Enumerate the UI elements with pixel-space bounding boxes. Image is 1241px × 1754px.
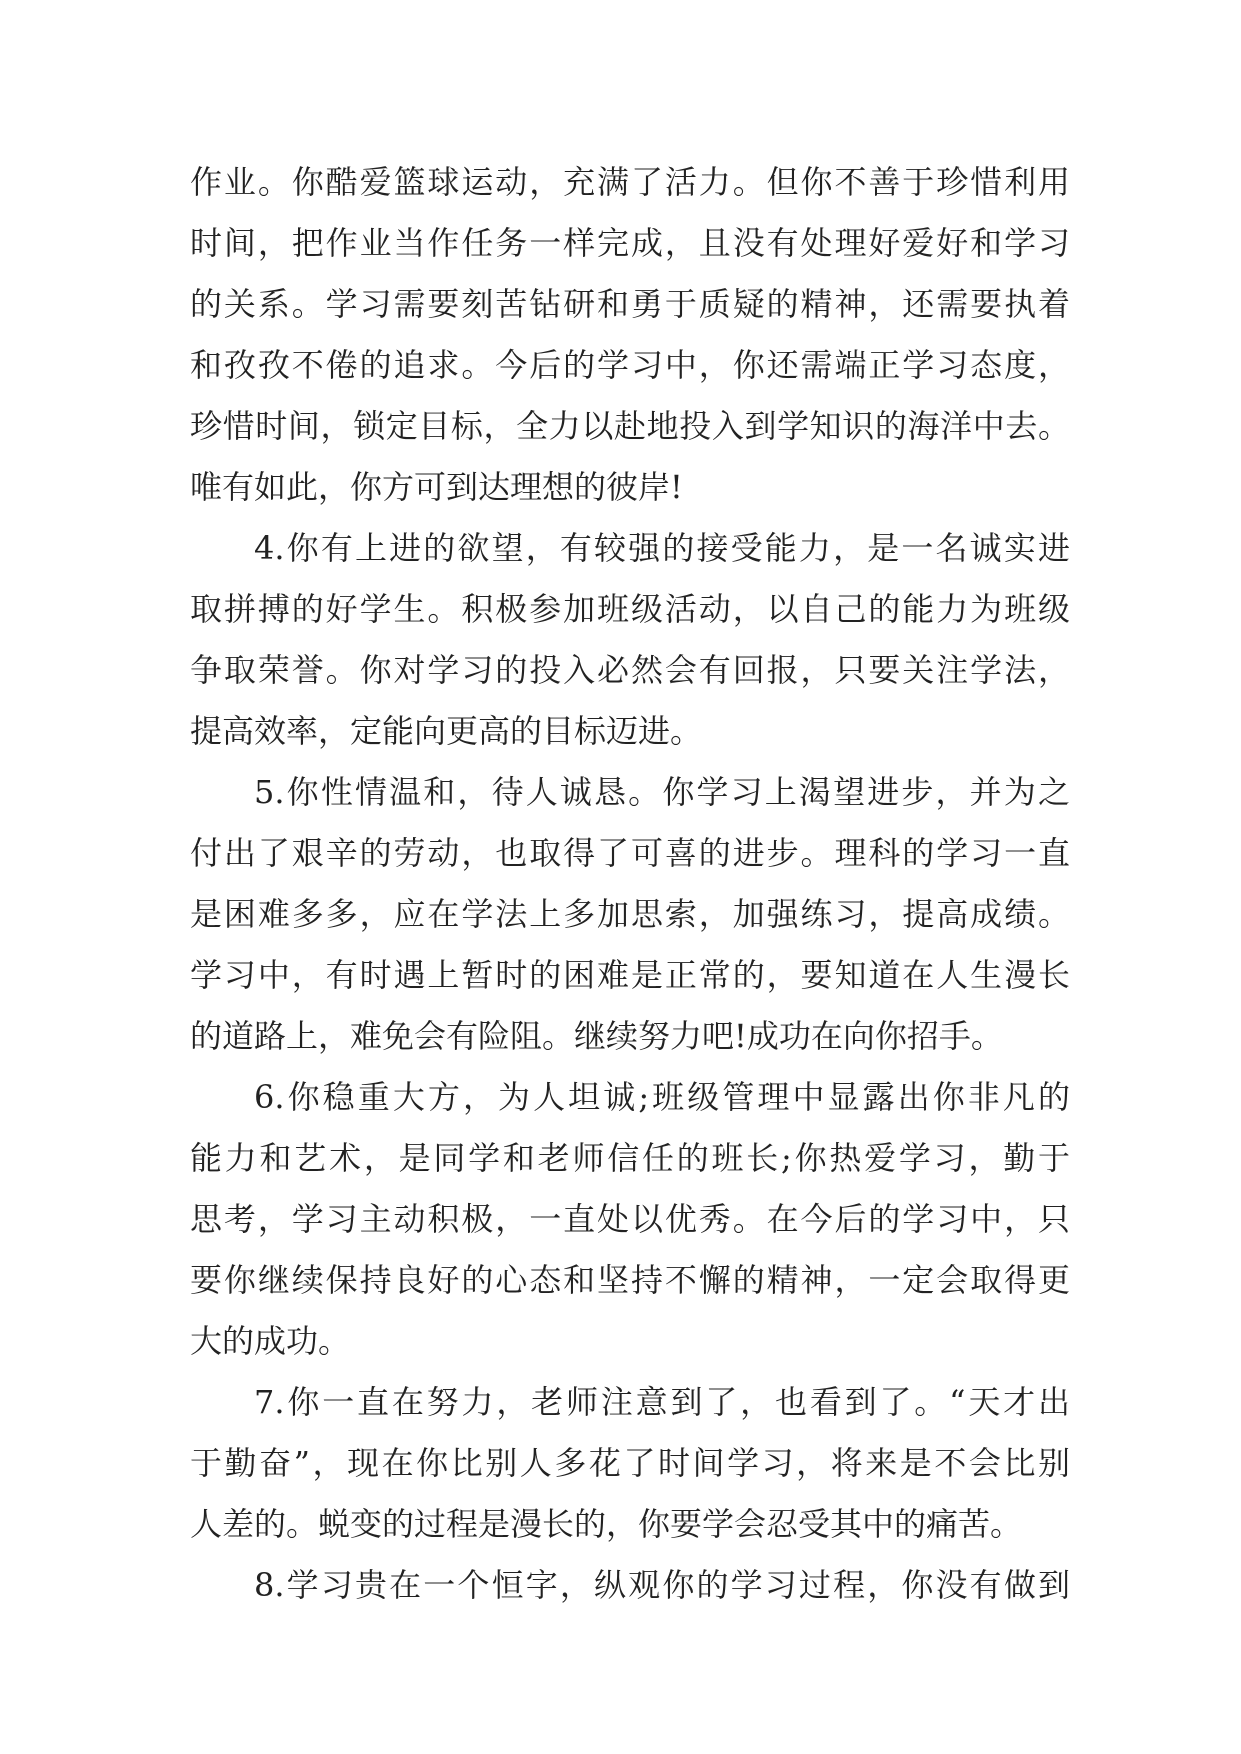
document-body — [190, 152, 1070, 1616]
text-line: 8.学习贵在一个恒字，纵观你的学习过程，你没有做到 — [254, 1566, 1070, 1604]
text-line: 争取荣誉。你对学习的投入必然会有回报，只要关注学法， — [190, 651, 1070, 689]
text-line: 5.你性情温和，待人诚恳。你学习上渴望进步，并为之 — [254, 773, 1070, 811]
text-line: 的道路上，难免会有险阻。继续努力吧!成功在向你招手。 — [190, 1017, 1003, 1055]
text-line: 取拼搏的好学生。积极参加班级活动，以自己的能力为班级 — [190, 590, 1070, 628]
text-line: 是困难多多，应在学法上多加思索，加强练习，提高成绩。 — [190, 895, 1070, 933]
text-line: 4.你有上进的欲望，有较强的接受能力，是一名诚实进 — [254, 529, 1070, 567]
text-line: 人差的。蜕变的过程是漫长的，你要学会忍受其中的痛苦。 — [190, 1505, 1023, 1543]
text-line: 学习中，有时遇上暂时的困难是正常的，要知道在人生漫长 — [190, 956, 1070, 994]
text-line: 大的成功。 — [190, 1322, 351, 1360]
text-line: 6.你稳重大方，为人坦诚;班级管理中显露出你非凡的 — [254, 1078, 1070, 1116]
text-line: 作业。你酷爱篮球运动，充满了活力。但你不善于珍惜利用 — [190, 163, 1070, 201]
text-line: 提高效率，定能向更高的目标迈进。 — [190, 712, 703, 750]
text-line: 付出了艰辛的劳动，也取得了可喜的进步。理科的学习一直 — [190, 834, 1070, 872]
text-line: 时间，把作业当作任务一样完成，且没有处理好爱好和学习 — [190, 224, 1070, 262]
text-line: 唯有如此，你方可到达理想的彼岸! — [190, 468, 683, 506]
text-line: 珍惜时间，锁定目标，全力以赴地投入到学知识的海洋中去。 — [190, 407, 1070, 445]
text-line: 能力和艺术，是同学和老师信任的班长;你热爱学习，勤于 — [190, 1139, 1070, 1177]
text-line: 7.你一直在努力，老师注意到了，也看到了。“天才出 — [254, 1383, 1070, 1421]
text-line: 和孜孜不倦的追求。今后的学习中，你还需端正学习态度， — [190, 346, 1070, 384]
text-line: 的关系。学习需要刻苦钻研和勇于质疑的精神，还需要执着 — [190, 285, 1070, 323]
text-line: 要你继续保持良好的心态和坚持不懈的精神，一定会取得更 — [190, 1261, 1070, 1299]
text-line: 思考，学习主动积极，一直处以优秀。在今后的学习中，只 — [190, 1200, 1070, 1238]
text-line: 于勤奋”，现在你比别人多花了时间学习，将来是不会比别 — [190, 1444, 1070, 1482]
